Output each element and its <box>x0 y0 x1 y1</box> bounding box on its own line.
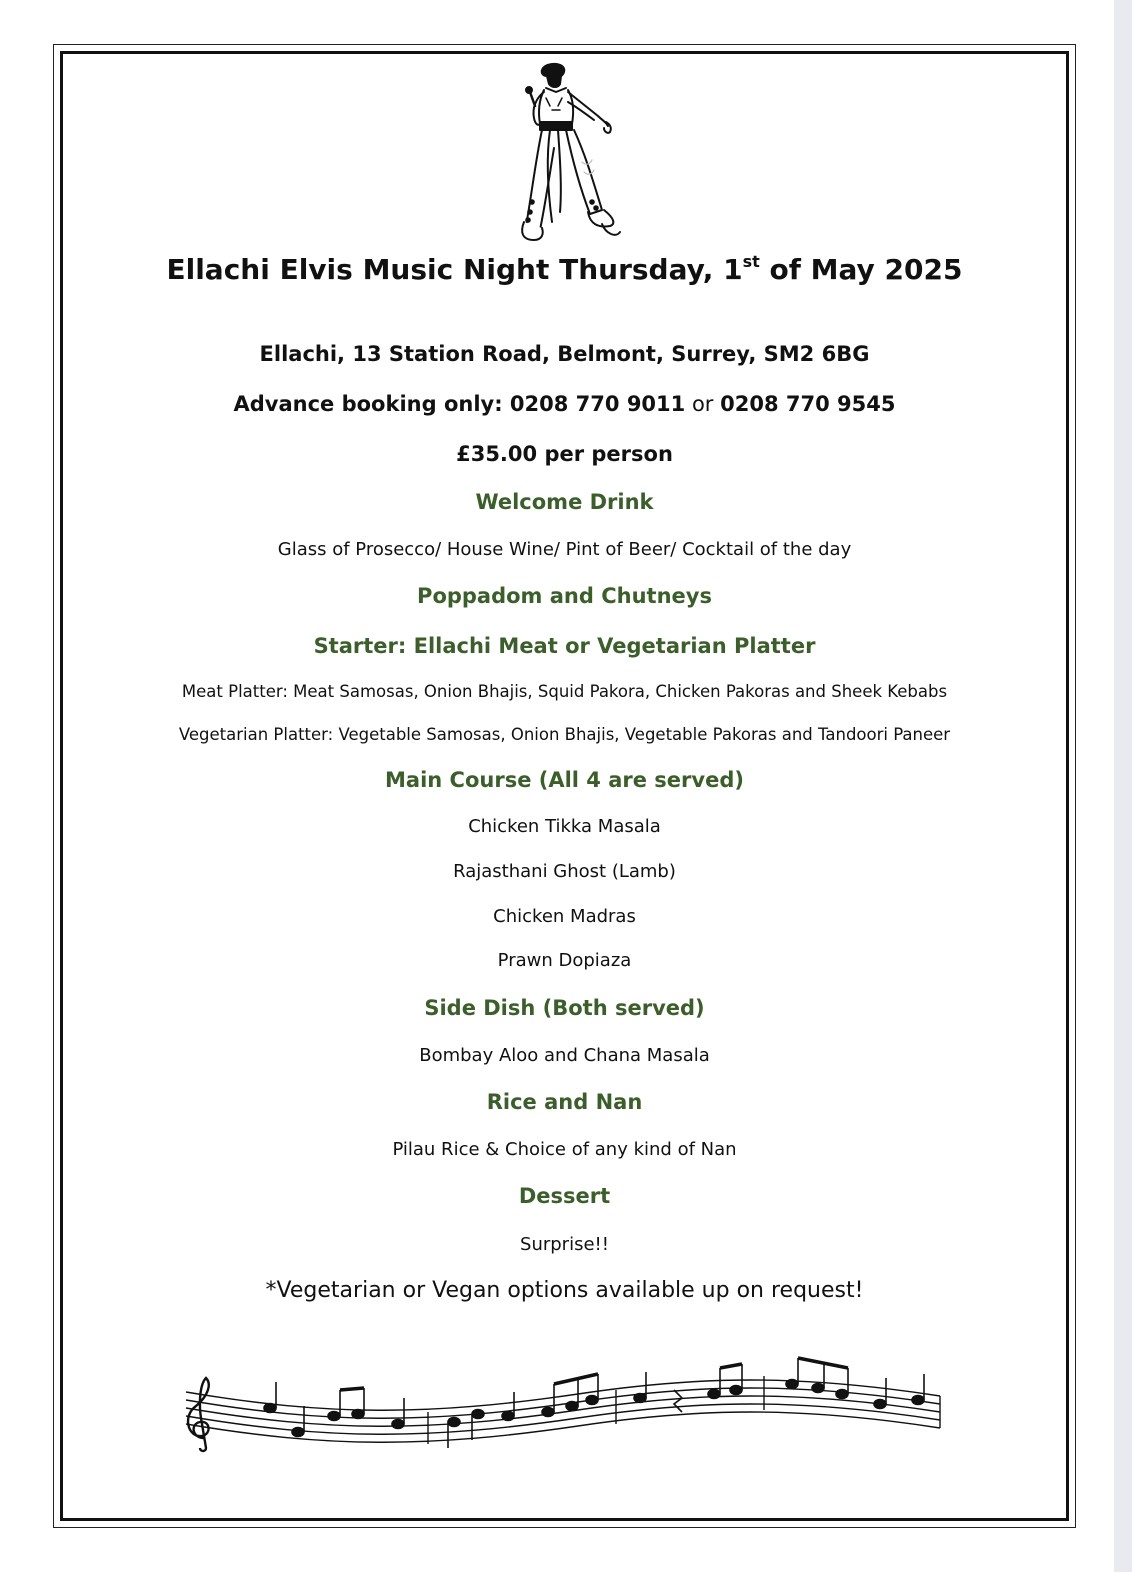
dessert-item: Surprise!! <box>520 1234 609 1255</box>
welcome-drink-item: Glass of Prosecco/ House Wine/ Pint of Beer/ Cocktail of the day <box>277 539 852 560</box>
elvis-figure-illustration <box>506 62 626 246</box>
booking-number-primary: Advance booking only: 0208 770 9011 <box>233 392 686 416</box>
main-course-item: Chicken Tikka Masala <box>468 816 661 837</box>
starter-heading: Starter: Ellachi Meat or Vegetarian Platter <box>313 634 816 658</box>
welcome-drink-heading: Welcome Drink <box>475 490 654 514</box>
booking-number-secondary: 0208 770 9545 <box>720 392 896 416</box>
main-course-item: Chicken Madras <box>493 906 636 927</box>
main-course-item: Rajasthani Ghost (Lamb) <box>453 861 676 882</box>
main-course-item: Prawn Dopiaza <box>497 950 632 971</box>
main-course-heading: Main Course (All 4 are served) <box>385 768 744 792</box>
booking-or: or <box>685 392 721 416</box>
rice-nan-item: Pilau Rice & Choice of any kind of Nan <box>392 1139 737 1160</box>
venue-address: Ellachi, 13 Station Road, Belmont, Surrey, SM2 6BG <box>259 342 870 366</box>
title-superscript: st <box>742 252 760 271</box>
starter-item-vegetarian: Vegetarian Platter: Vegetable Samosas, Onion Bhajis, Vegetable Pakoras and Tandoori Paneer <box>178 725 951 744</box>
music-staff-illustration <box>178 1354 948 1454</box>
event-title <box>60 254 1069 284</box>
side-dish-heading: Side Dish (Both served) <box>424 996 705 1020</box>
starter-item-meat: Meat Platter: Meat Samosas, Onion Bhajis, Squid Pakora, Chicken Pakoras and Sheek Kebabs <box>181 682 948 701</box>
title-end: of May 2025 <box>759 253 963 286</box>
rice-nan-heading: Rice and Nan <box>486 1090 643 1114</box>
dietary-note: *Vegetarian or Vegan options available up on request! <box>265 1278 864 1303</box>
poppadom-heading: Poppadom and Chutneys <box>417 584 712 608</box>
side-dish-item: Bombay Aloo and Chana Masala <box>419 1045 710 1066</box>
dessert-heading: Dessert <box>518 1184 611 1208</box>
booking-info <box>60 394 1069 415</box>
title-main: Ellachi Elvis Music Night Thursday, 1 <box>166 253 743 286</box>
price-per-person: £35.00 per person <box>456 442 673 466</box>
